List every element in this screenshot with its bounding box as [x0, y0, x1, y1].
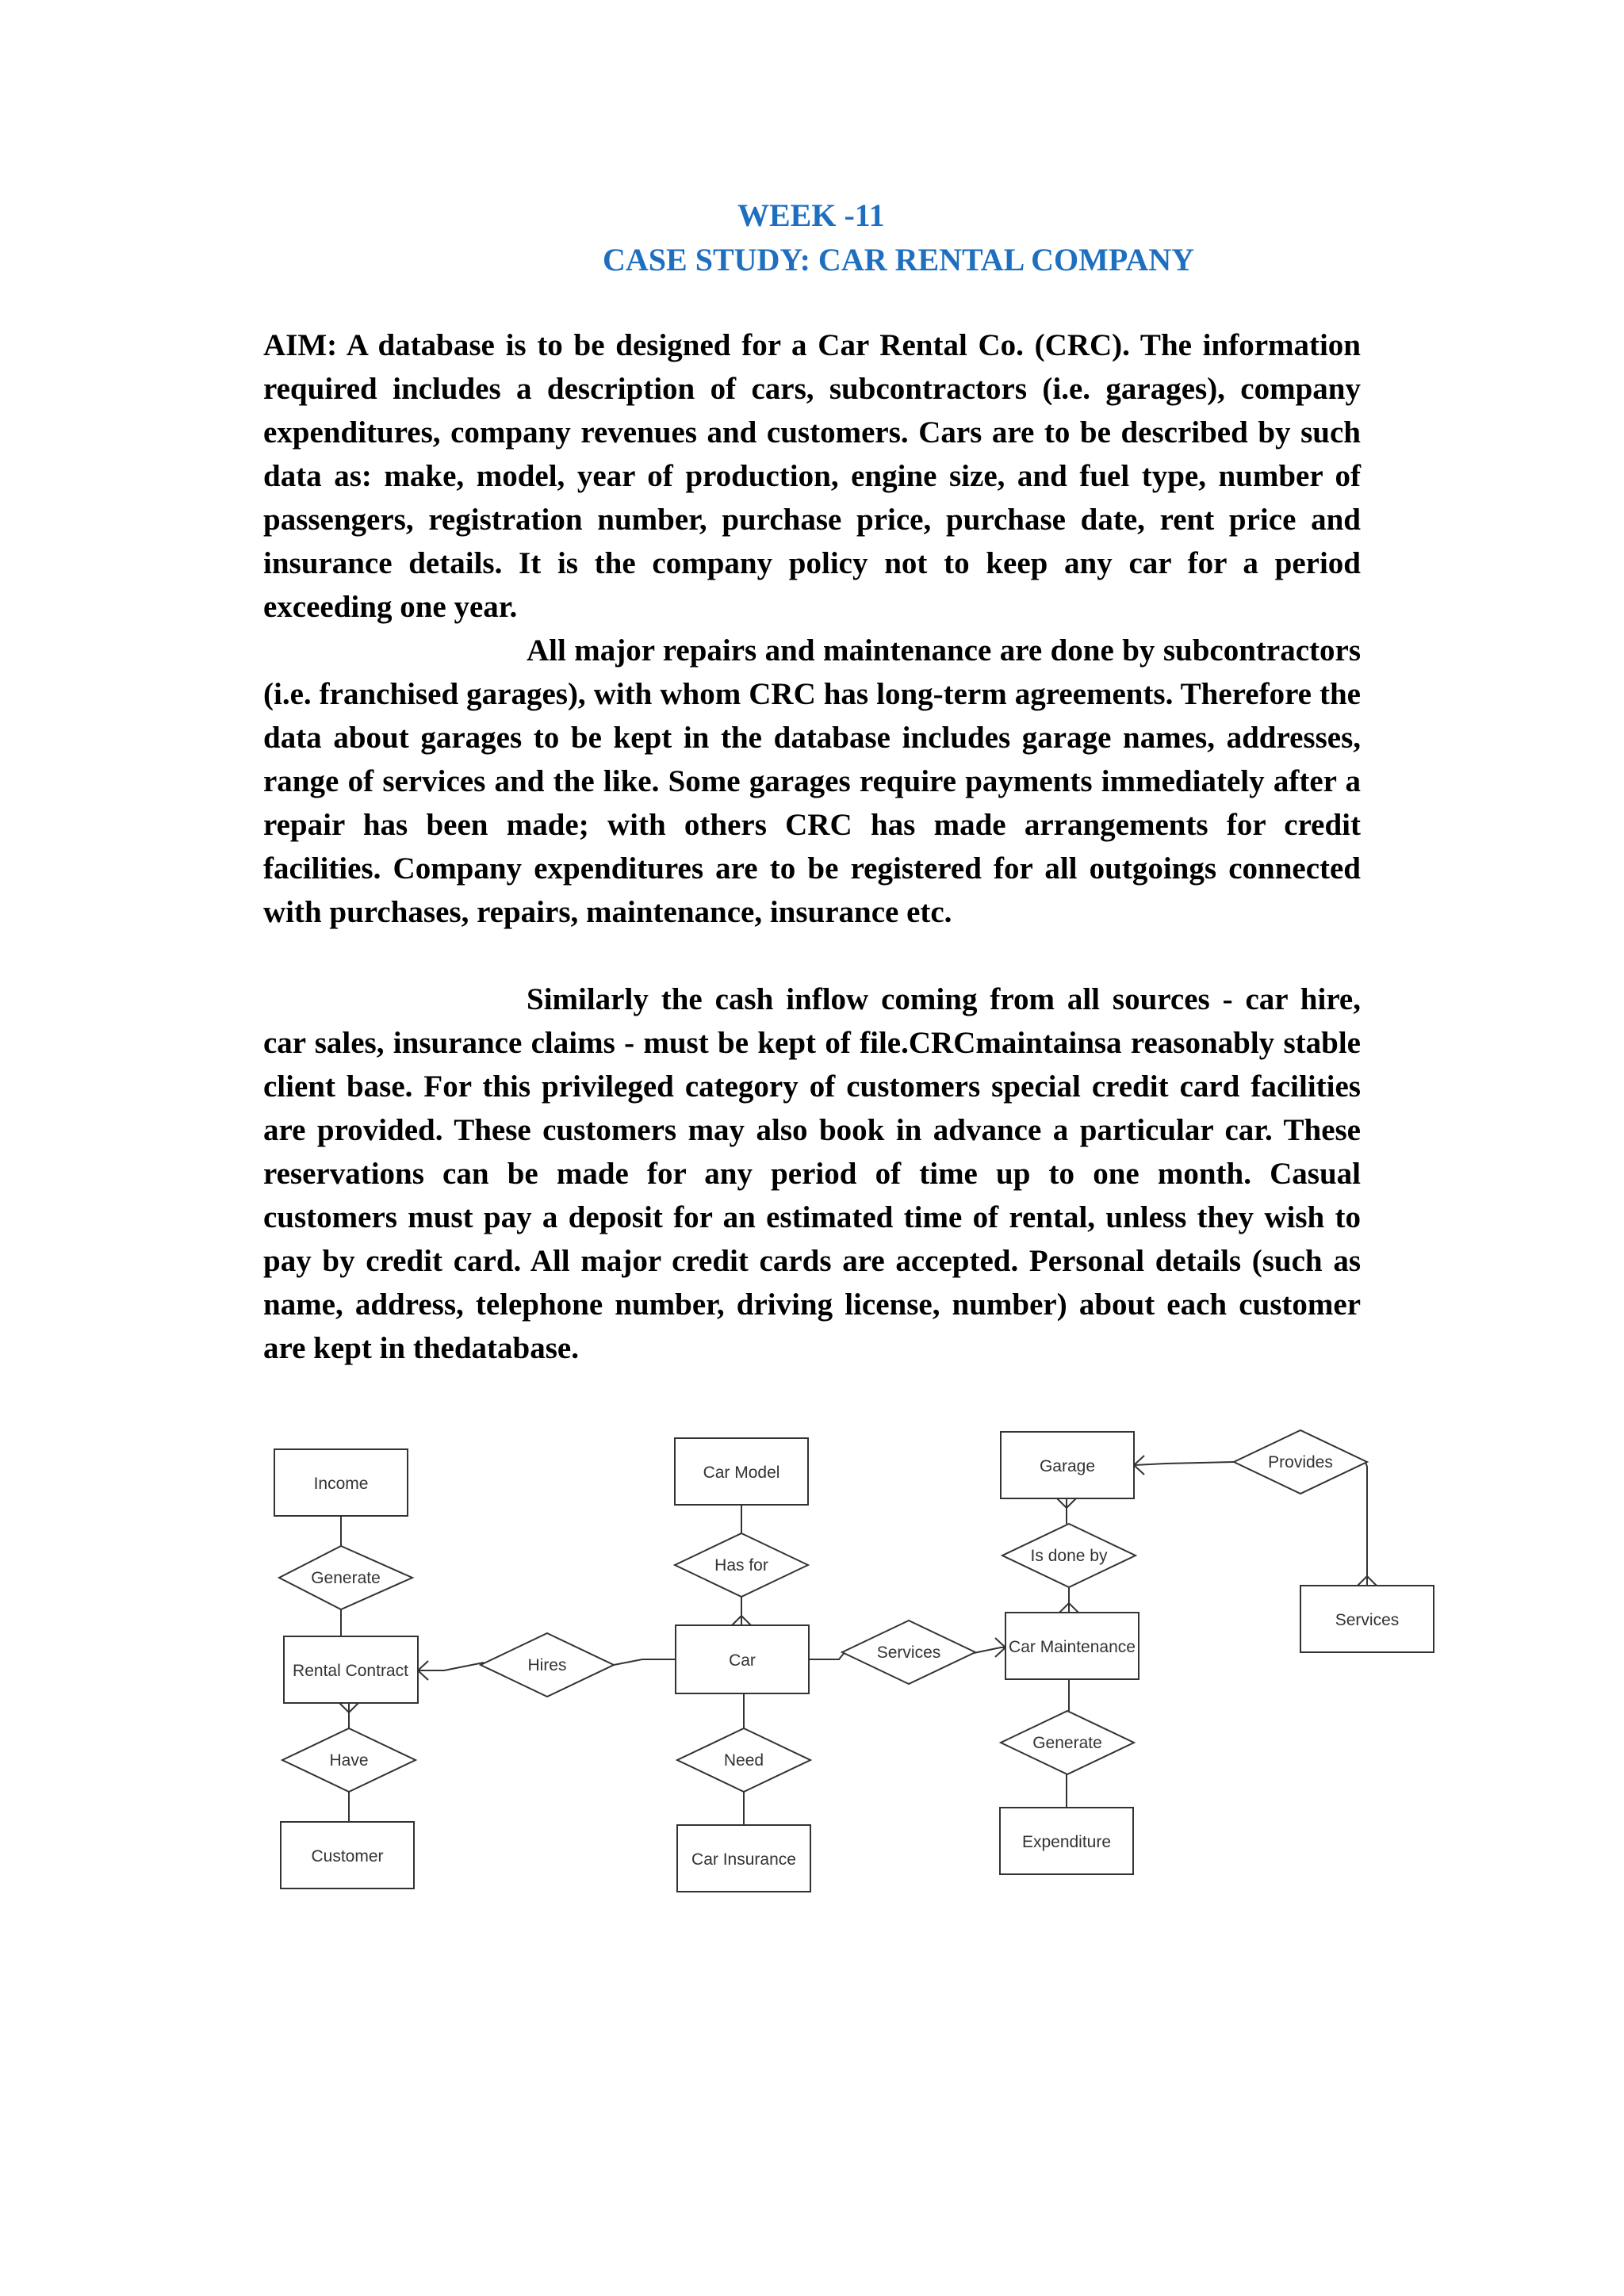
rel-has-for-label: Has for: [714, 1556, 768, 1575]
entity-car-model-label: Car Model: [703, 1464, 780, 1482]
rel-hires-label: Hires: [527, 1656, 567, 1674]
entity-rental-contract: [284, 1636, 418, 1703]
conn-provides-services: [1365, 1462, 1367, 1586]
entity-services-label: Services: [1335, 1611, 1400, 1629]
entity-services: [1300, 1586, 1434, 1652]
entity-car-maintenance: [1005, 1613, 1139, 1679]
aim-paragraph: AIM: A database is to be designed for a Car Rental Co. (CRC). The information required includes a description of cars, subcontractors (i.e. garages), company expenditures, company revenues and customers. Cars are to be described by such data as: make, model, year of production, engine size, and fuel type, number of passengers, registration number, purchase price, purchase date, rent price and insurance details. It is the company policy not to keep any car for a period exceeding one year.: [263, 328, 1361, 624]
rel-services: [842, 1621, 975, 1684]
er-connectors: [339, 1456, 1377, 1825]
entity-car-maintenance-label: Car Maintenance: [1009, 1638, 1136, 1656]
rel-is-done-by: [1002, 1524, 1136, 1587]
rel-provides: [1234, 1430, 1367, 1494]
rel-generate-income-label: Generate: [311, 1569, 381, 1587]
entity-garage-label: Garage: [1039, 1457, 1096, 1475]
rel-need-label: Need: [723, 1751, 764, 1770]
week-heading: WEEK -11: [737, 197, 885, 233]
rel-provides-label: Provides: [1268, 1453, 1333, 1471]
conn-garage-provides: [1134, 1462, 1234, 1465]
entity-car-model: [675, 1438, 808, 1505]
entity-income-label: Income: [313, 1475, 369, 1493]
entity-customer-label: Customer: [311, 1847, 384, 1866]
conn-hires-car: [614, 1659, 676, 1665]
entity-income: [274, 1449, 408, 1516]
rel-generate-expenditure-label: Generate: [1032, 1734, 1102, 1752]
rel-has-for: [675, 1533, 808, 1597]
rel-is-done-by-label: Is done by: [1030, 1547, 1108, 1565]
rel-generate-expenditure: [1001, 1711, 1134, 1774]
garages-paragraph: All major repairs and maintenance are done by subcontractors (i.e. franchised garages), with whom CRC has long-term agreements. Therefore the data about garages to be kept in the database includes garage names, addresses, range of services and the like. Some garages require payments immediately after a repair has been made; with others CRC has made arrangements for credit facilities. Company expenditures are to be registered for all outgoings connected with purchases, repairs, maintenance, insurance etc.: [263, 633, 1361, 929]
entity-expenditure: [1000, 1808, 1133, 1874]
entity-car: [676, 1625, 809, 1693]
entity-car-label: Car: [729, 1651, 756, 1670]
rel-services-label: Services: [876, 1644, 941, 1662]
entity-garage: [1001, 1432, 1134, 1498]
customers-paragraph: Similarly the cash inflow coming from all sources - car hire, car sales, insurance claims - must be kept of file.CRCmaintainsa reasonably stable client base. For this privileged category of customers special credit card facilities are provided. These customers may also book in advance a particular car. These reservations can be made for any period of time up to one month. Casual customers must pay a deposit for an estimated time of rental, unless they wish to pay by credit card. All major credit cards are accepted. Personal details (such as name, address, telephone number, driving license, number) about each customer are kept in thedatabase.: [263, 982, 1361, 1365]
entity-rental-contract-label: Rental Contract: [293, 1662, 408, 1680]
entity-expenditure-label: Expenditure: [1021, 1833, 1112, 1851]
case-study-heading: CASE STUDY: CAR RENTAL COMPANY: [603, 242, 1194, 277]
rel-have: [282, 1728, 416, 1792]
rel-have-label: Have: [329, 1751, 369, 1770]
conn-car-services: [807, 1651, 845, 1659]
rel-generate-income: [279, 1546, 412, 1609]
rel-need: [677, 1728, 810, 1792]
entity-customer: [281, 1822, 414, 1888]
conn-rental-hires: [418, 1663, 484, 1670]
rel-hires: [481, 1633, 614, 1697]
entity-car-insurance-label: Car Insurance: [691, 1850, 796, 1869]
entity-car-insurance: [677, 1825, 810, 1892]
